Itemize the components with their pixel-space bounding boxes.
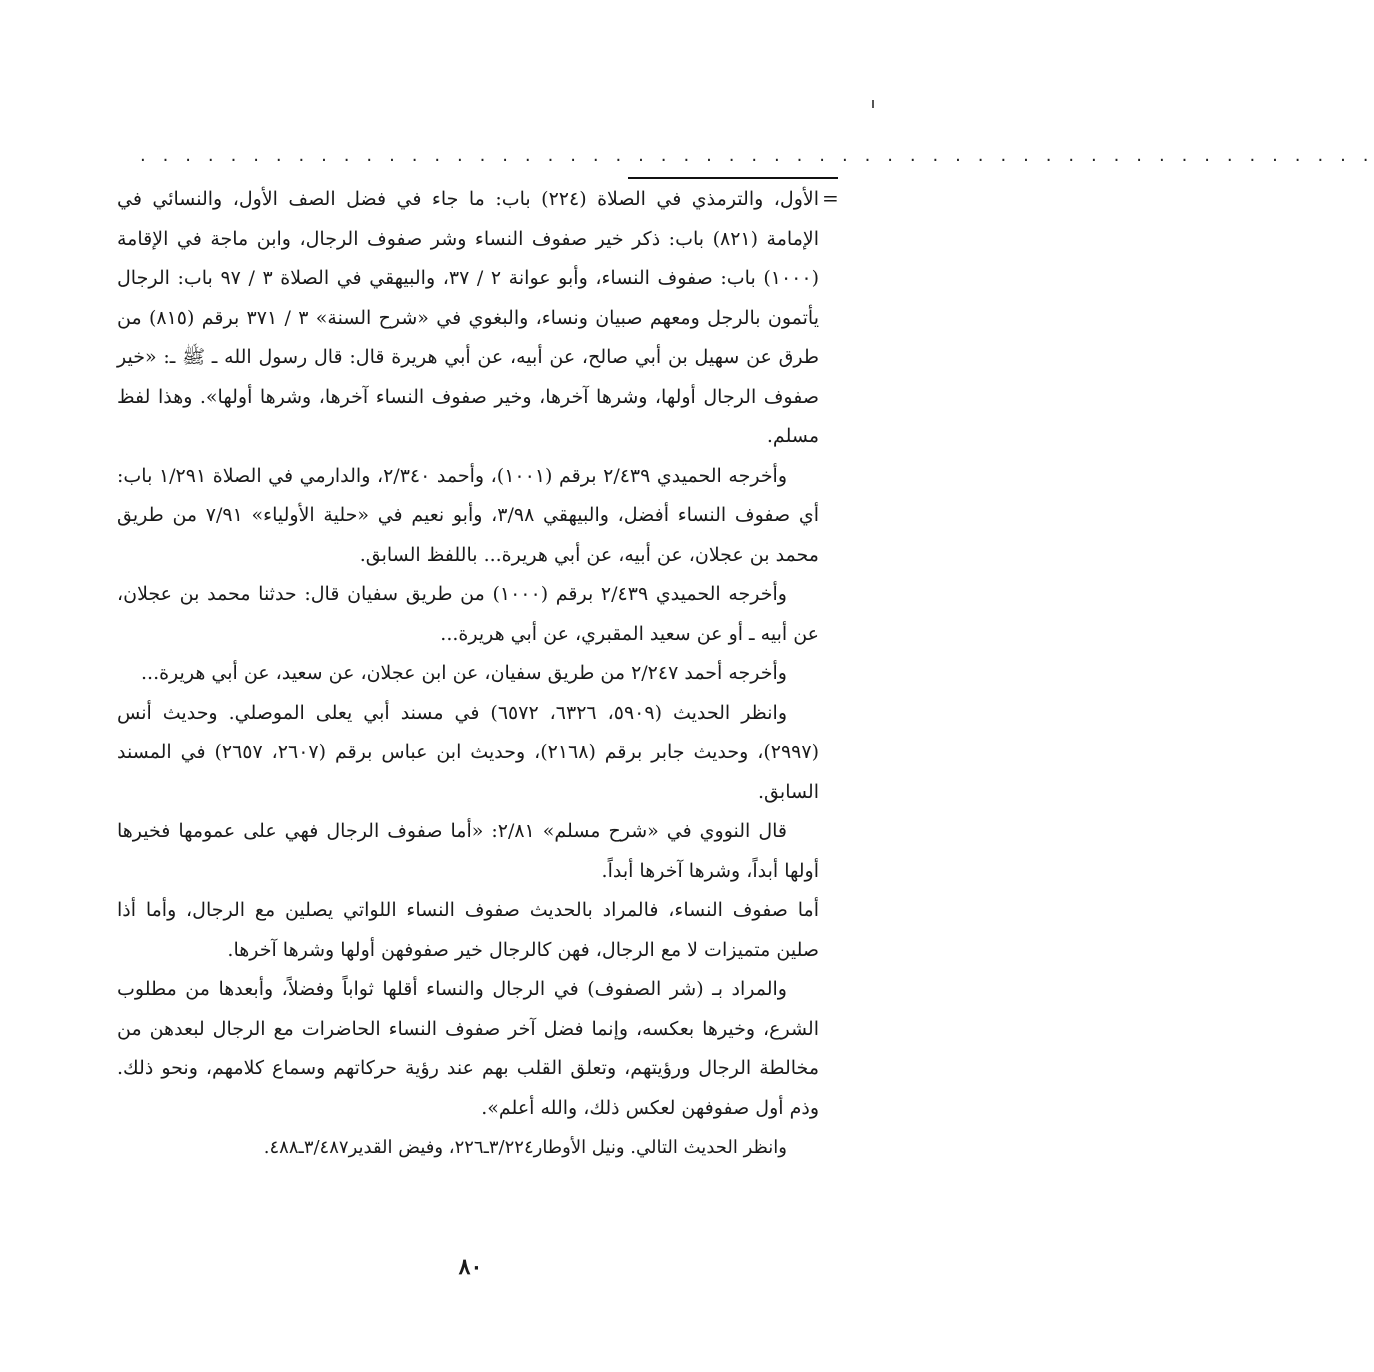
footnote-continuation-mark: = [822,186,839,210]
scan-speck [872,100,874,108]
footnote-text [117,180,819,1168]
footnote-paragraph-nawawi: قال النووي في «شرح مسلم» ٢/٨١: «أما صفوف الرجال فهي على عمومها فخيرها أولها أبداً، وشرها آخرها أبداً. [117,820,819,882]
footnote-paragraph-sources: الأول، والترمذي في الصلاة (٢٢٤) باب: ما جاء في فضل الصف الأول، والنسائي في الإمامة (٨٢١) باب: ذكر خير صفوف النساء وشر صفوف الرجال، وابن ماجة في الإقامة (١٠٠٠) باب: صفوف النساء، وأبو عوانة ٢ / ٣٧، والبيهقي في الصلاة ٣ / ٩٧ باب: الرجال يأتمون بالرجل ومعهم صبيان ونساء، والبغوي في «شرح السنة» ٣ / ٣٧١ برقم (٨١٥) من طرق عن سهيل بن أبي صالح، عن أبيه، عن أبي هريرة قال: قال رسول الله ـ ﷺ ـ: «خير صفوف الرجال أولها، وشرها آخرها، وخير صفوف النساء آخرها، وشرها أولها». وهذا لفظ مسلم. [117,188,820,447]
footnote-paragraph-humaydi-2: وأخرجه الحميدي ٢/٤٣٩ برقم (١٠٠٠) من طريق سفيان قال: حدثنا محمد بن عجلان، عن أبيه ـ أو عن سعيد المقبري، عن أبي هريرة... [117,583,819,645]
footnote-paragraph-ahmad: وأخرجه أحمد ٢/٢٤٧ من طريق سفيان، عن ابن عجلان، عن سعيد، عن أبي هريرة... [140,662,787,684]
dotted-separator: . . . . . . . . . . . . . . . . . . . . . . . . . . . . . . . . . . . . . . . . . . . . . . . . . . . . . . . [140,145,1374,166]
footnote-paragraph-humaydi-1: وأخرجه الحميدي ٢/٤٣٩ برقم (١٠٠١)، وأحمد ٢/٣٤٠، والدارمي في الصلاة ١/٢٩١ باب: أي صفوف النساء أفضل، والبيهقي ٣/٩٨، وأبو نعيم في «حلية الأولياء» ٧/٩١ من طريق محمد بن عجلان، عن أبيه، عن أبي هريرة... باللفظ السابق. [117,464,819,566]
footnote-paragraph-abu-yala: وانظر الحديث (٥٩٠٩، ٦٣٢٦، ٦٥٧٢) في مسند أبي يعلى الموصلي. وحديث أنس (٢٩٩٧)، وحديث جابر برقم (٢١٦٨)، وحديث ابن عباس برقم (٢٦٠٧، ٢٦٥٧) في المسند السابق. [117,701,820,803]
footnote-paragraph-women-rows: أما صفوف النساء، فالمراد بالحديث صفوف النساء اللواتي يصلين مع الرجال، وأما أذا صلين متميزات لا مع الرجال، فهن كالرجال خير صفوفهن أولها وشرها آخرها. [117,899,819,961]
footnote-rule [628,177,838,179]
footnote-paragraph-see-also: وانظر الحديث التالي. ونيل الأوطار٣/٢٢٤ـ٢٢٦، وفيض القدير٣/٤٨٧ـ٤٨٨. [263,1137,787,1158]
page-number: ٨٠ [458,1254,483,1280]
footnote-paragraph-worst-rows: والمراد بـ (شر الصفوف) في الرجال والنساء أقلها ثواباً وفضلاً، وأبعدها من مطلوب الشرع، وخيرها بعكسه، وإنما فضل آخر صفوف النساء الحاضرات مع الرجال لبعدهن من مخالطة الرجال ورؤيتهم، وتعلق القلب بهم عند رؤية حركاتهم وسماع كلامهم، ونحو ذلك. وذم أول صفوفهن لعكس ذلك، والله أعلم». [117,978,819,1119]
